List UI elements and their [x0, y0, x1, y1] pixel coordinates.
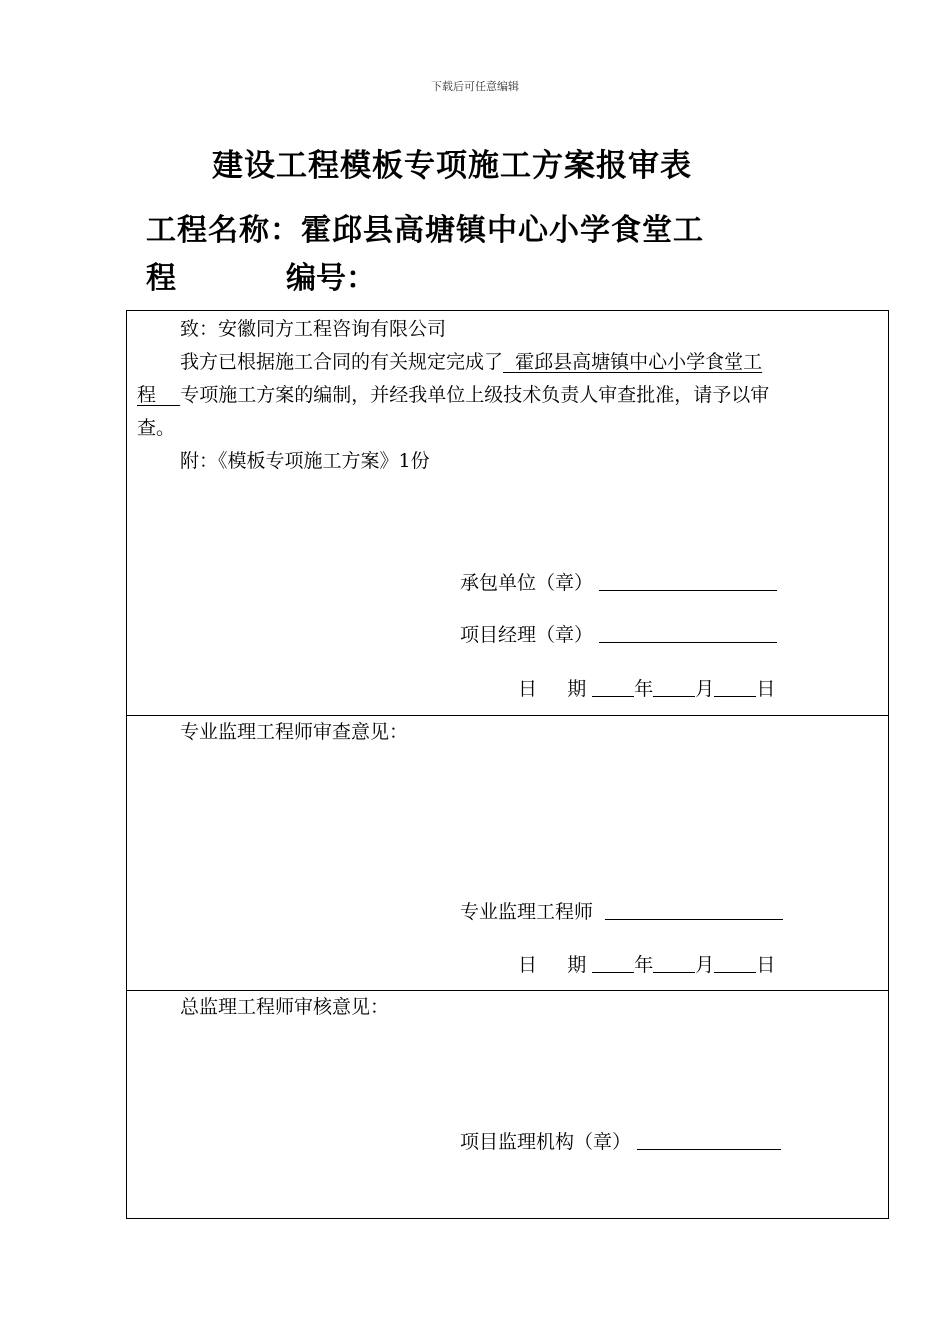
- project-name-line: [146, 205, 704, 249]
- year-label: 年: [634, 954, 654, 976]
- project-number-label: 编号：: [286, 261, 376, 296]
- submission-prefix: 我方已根据施工合同的有关规定完成了: [180, 351, 504, 373]
- date-label-a: 日: [518, 678, 538, 700]
- year-field[interactable]: [592, 695, 634, 697]
- day-field[interactable]: [714, 971, 756, 973]
- submission-text-line-1: [180, 346, 762, 379]
- attachment-line: 附：《模板专项施工方案》1份: [180, 450, 430, 472]
- review-form-table: [126, 310, 889, 1219]
- date-label-b: 期: [567, 954, 587, 976]
- org-label: 项目监理机构（章）: [460, 1131, 632, 1153]
- contractor-signature-field[interactable]: [599, 589, 777, 591]
- page-title: 建设工程模板专项施工方案报审表: [212, 148, 692, 184]
- date-label-b: 期: [567, 678, 587, 700]
- submission-body: 专项施工方案的编制，并经我单位上级技术负责人审查批准，请予以审: [180, 384, 770, 406]
- org-signature-field[interactable]: [637, 1148, 781, 1150]
- project-name-line-2: [146, 253, 376, 297]
- contractor-submission-section: [127, 311, 888, 716]
- month-field[interactable]: [653, 695, 695, 697]
- chief-review-section: [127, 991, 888, 1218]
- manager-signature-field[interactable]: [599, 641, 777, 643]
- project-name-value-2: 程: [146, 261, 176, 296]
- manager-signature-row: [460, 619, 777, 652]
- contractor-signature-row: [460, 567, 777, 600]
- month-label: 月: [695, 954, 715, 976]
- submission-text-line-3: 查。: [137, 417, 176, 439]
- day-label: 日: [756, 678, 776, 700]
- header-note: 下载后可任意编辑: [431, 80, 519, 93]
- date-label-a: 日: [518, 954, 538, 976]
- date-row-1: [518, 673, 775, 706]
- year-field[interactable]: [592, 971, 634, 973]
- project-name-value-1: 霍邱县高塘镇中心小学食堂工: [301, 213, 704, 248]
- month-label: 月: [695, 678, 715, 700]
- submission-text-line-2: [137, 379, 769, 412]
- engineer-review-section: [127, 716, 888, 991]
- day-label: 日: [756, 954, 776, 976]
- manager-label: 项目经理（章）: [460, 624, 594, 646]
- engineer-review-heading: 专业监理工程师审查意见：: [180, 721, 409, 743]
- engineer-label: 专业监理工程师: [460, 901, 594, 923]
- chief-review-heading: 总监理工程师审核意见：: [180, 996, 390, 1018]
- submission-project-name-2: 程: [137, 384, 157, 406]
- month-field[interactable]: [653, 971, 695, 973]
- contractor-label: 承包单位（章）: [460, 572, 594, 594]
- year-label: 年: [634, 678, 654, 700]
- engineer-signature-row: [460, 896, 783, 929]
- day-field[interactable]: [714, 695, 756, 697]
- org-signature-row: [460, 1126, 781, 1159]
- submission-project-name-1: 霍邱县高塘镇中心小学食堂工: [515, 351, 763, 373]
- date-row-2: [518, 949, 775, 982]
- engineer-signature-field[interactable]: [605, 918, 783, 920]
- addressee: 致：安徽同方工程咨询有限公司: [180, 318, 447, 340]
- project-name-label: 工程名称：: [146, 213, 301, 248]
